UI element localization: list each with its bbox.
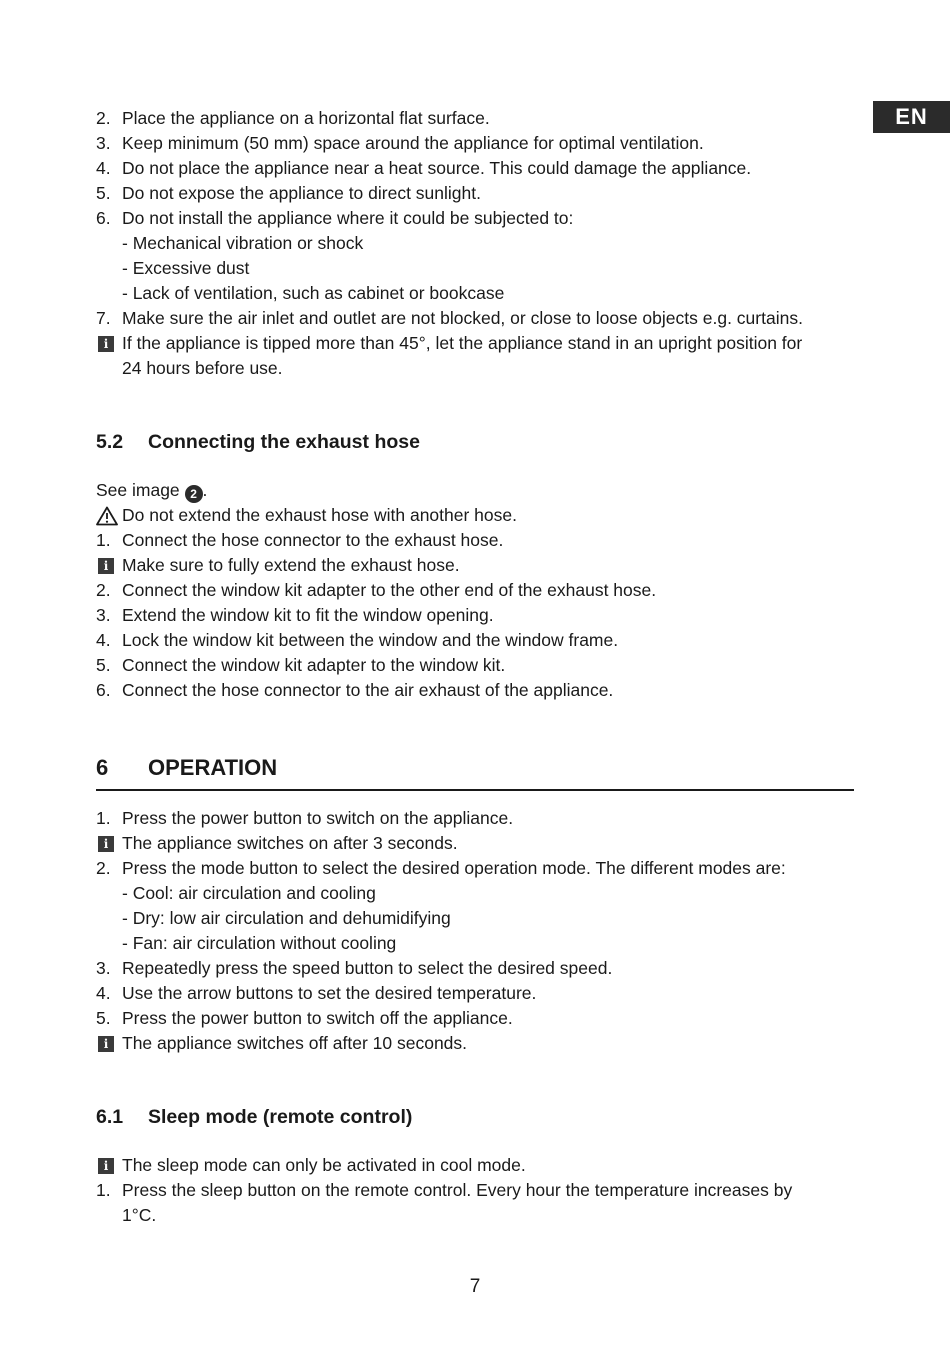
list-item: 4. Do not place the appliance near a heat source. This could damage the appliance. (96, 158, 752, 178)
list-item: 5. Press the power button to switch off the appliance. (96, 1008, 513, 1028)
list-item: 6. Do not install the appliance where it could be subjected to: (96, 208, 574, 228)
section-heading-6-1: 6.1 Sleep mode (remote control) (96, 1106, 413, 1128)
warning-icon (96, 506, 118, 526)
info-note: i The appliance switches on after 3 seconds. (96, 831, 856, 856)
language-tab: EN (873, 101, 950, 133)
list-item: 5. Do not expose the appliance to direct sunlight. (96, 183, 481, 203)
info-icon: i (98, 558, 114, 574)
list-item: 4. Lock the window kit between the window and the window frame. (96, 630, 619, 650)
list-item: 6. Connect the hose connector to the air exhaust of the appliance. (96, 680, 614, 700)
list-item: 4. Use the arrow buttons to set the desired temperature. (96, 983, 537, 1003)
list-item: 2. Press the mode button to select the desired operation mode. The different modes are: (96, 858, 786, 878)
info-note-continuation: 24 hours before use. (122, 358, 283, 378)
list-item: 3. Repeatedly press the speed button to select the desired speed. (96, 958, 613, 978)
section-heading-6: 6 OPERATION (96, 751, 854, 791)
info-note: i Make sure to fully extend the exhaust hose. (96, 553, 856, 578)
image-number-badge: 2 (185, 485, 203, 503)
list-item: 3. Keep minimum (50 mm) space around the appliance for optimal ventilation. (96, 133, 704, 153)
list-item: 1. Connect the hose connector to the exhaust hose. (96, 530, 504, 550)
info-icon: i (98, 336, 114, 352)
info-icon: i (98, 1158, 114, 1174)
info-note: i If the appliance is tipped more than 45°, let the appliance stand in an upright position for (96, 331, 856, 356)
list-item: 1. Press the sleep button on the remote control. Every hour the temperature increases by (96, 1180, 793, 1200)
list-item: 7. Make sure the air inlet and outlet are not blocked, or close to loose objects e.g. curtains. (96, 308, 803, 328)
list-item: 5. Connect the window kit adapter to the window kit. (96, 655, 506, 675)
list-item-continuation: 1°C. (122, 1205, 157, 1225)
sub-list-item: - Dry: low air circulation and dehumidifying (122, 908, 451, 928)
list-item: 1. Press the power button to switch on the appliance. (96, 808, 514, 828)
sub-list-item: - Excessive dust (122, 258, 250, 278)
section-heading-5-2: 5.2 Connecting the exhaust hose (96, 431, 420, 453)
page-content (96, 106, 856, 1228)
info-note: i The sleep mode can only be activated in cool mode. (96, 1153, 856, 1178)
warning-note: Do not extend the exhaust hose with another hose. (96, 503, 856, 528)
sub-list-item: - Lack of ventilation, such as cabinet or bookcase (122, 283, 505, 303)
info-note: i The appliance switches off after 10 seconds. (96, 1031, 856, 1056)
page-number: 7 (469, 1276, 481, 1297)
info-icon: i (98, 1036, 114, 1052)
list-item: 3. Extend the window kit to fit the window opening. (96, 605, 494, 625)
sub-list-item: - Cool: air circulation and cooling (122, 883, 376, 903)
see-image-reference: See image 2 . (96, 480, 208, 501)
list-item: 2. Connect the window kit adapter to the other end of the exhaust hose. (96, 580, 657, 600)
info-icon: i (98, 836, 114, 852)
sub-list-item: - Mechanical vibration or shock (122, 233, 364, 253)
list-item: 2. Place the appliance on a horizontal flat surface. (96, 108, 490, 128)
sub-list-item: - Fan: air circulation without cooling (122, 933, 397, 953)
